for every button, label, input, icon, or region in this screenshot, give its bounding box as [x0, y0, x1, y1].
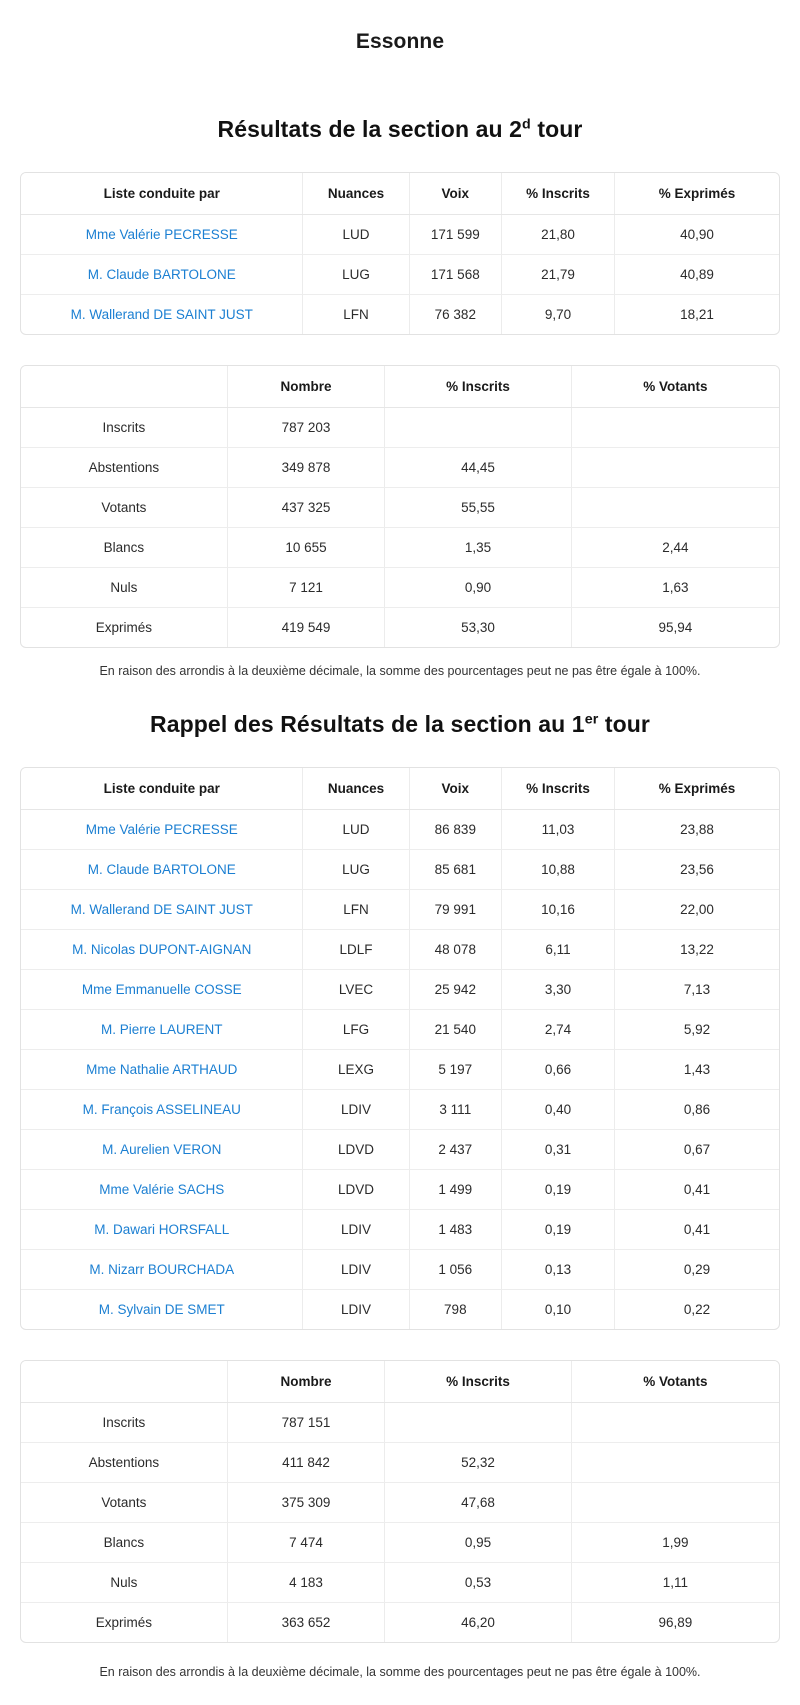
table-row: [21, 1603, 779, 1643]
round2-section-heading: [20, 116, 780, 143]
turnout-label-cell: Blancs: [21, 528, 227, 568]
pct-inscrits-cell: 0,19: [502, 1210, 615, 1250]
pct-inscrits-cell: 0,19: [502, 1170, 615, 1210]
pct-exprimes-cell: 18,21: [680, 307, 714, 322]
nuance-cell: LDIV: [303, 1090, 409, 1130]
column-header-votants: % Votants: [571, 1361, 779, 1403]
column-header-blank: [21, 1361, 227, 1403]
candidate-name-cell: [21, 1130, 303, 1170]
round2-heading-text: Résultats de la section au 2: [217, 116, 523, 142]
nuance-cell: LDVD: [303, 1170, 409, 1210]
turnout-pct-inscrits-cell: 47,68: [385, 1483, 571, 1523]
turnout-nombre-cell: 375 309: [227, 1483, 385, 1523]
round2-turnout-table-wrapper: [20, 365, 780, 648]
pct-exprimes-cell: 23,56: [614, 850, 779, 890]
candidate-link[interactable]: Mme Valérie SACHS: [99, 1182, 225, 1197]
pct-inscrits-cell: 0,40: [502, 1090, 615, 1130]
turnout-label-cell: Blancs: [21, 1523, 227, 1563]
nuance-cell: LUG: [303, 255, 409, 295]
candidate-link[interactable]: Mme Valérie PECRESSE: [85, 822, 238, 837]
pct-exprimes-cell: 13,22: [614, 930, 779, 970]
turnout-pct-votants-cell: [571, 1403, 779, 1443]
round1-results-table: [21, 768, 779, 1329]
voix-cell: 171 568: [409, 255, 501, 295]
voix-cell: 5 197: [409, 1050, 501, 1090]
table-row: [21, 1010, 779, 1050]
voix-cell: 21 540: [409, 1010, 501, 1050]
candidate-name-cell: [21, 930, 303, 970]
table-row: [21, 408, 779, 448]
nuance-cell: LDIV: [303, 1210, 409, 1250]
column-header-inscrits: % Inscrits: [502, 173, 615, 215]
turnout-pct-inscrits-cell: 0,53: [385, 1563, 571, 1603]
candidate-link[interactable]: M. Claude BARTOLONE: [87, 862, 236, 877]
table-row: [21, 1483, 779, 1523]
candidate-link[interactable]: M. Wallerand DE SAINT JUST: [70, 902, 253, 917]
voix-cell: 1 056: [409, 1250, 501, 1290]
round1-turnout-table: [21, 1361, 779, 1642]
candidate-name-cell: [21, 890, 303, 930]
column-header-nombre: Nombre: [227, 366, 385, 408]
table-row: [21, 215, 779, 255]
turnout-pct-votants-cell: [571, 488, 779, 528]
turnout-label-cell: Inscrits: [21, 408, 227, 448]
candidate-name-cell: [21, 1210, 303, 1250]
turnout-pct-votants-cell: [571, 1483, 779, 1523]
turnout-pct-votants-cell: 95,94: [658, 620, 693, 635]
round1-section-heading: [20, 711, 780, 738]
spacer: [20, 335, 780, 365]
candidate-name-cell: [21, 1290, 303, 1330]
turnout-label-cell: Nuls: [21, 1563, 227, 1603]
pct-inscrits-cell: 10,88: [502, 850, 615, 890]
turnout-pct-inscrits-cell: [385, 1403, 571, 1443]
round2-heading-ordinal: d: [522, 116, 531, 133]
nuance-cell: LFN: [303, 890, 409, 930]
pct-exprimes-cell: 0,22: [683, 1302, 711, 1317]
turnout-pct-votants-cell: 2,44: [571, 528, 779, 568]
round2-turnout-table: [21, 366, 779, 647]
nuance-cell: LVEC: [303, 970, 409, 1010]
rounding-note-round1: En raison des arrondis à la deuxième décimale, la somme des pourcentages peut ne pas être égale à 100%.: [99, 1665, 701, 1679]
voix-cell: 1 483: [409, 1210, 501, 1250]
pct-exprimes-cell: 40,90: [614, 215, 779, 255]
voix-cell: 79 991: [409, 890, 501, 930]
pct-inscrits-cell: 2,74: [502, 1010, 615, 1050]
table-row: [21, 568, 779, 608]
turnout-nombre-cell: 437 325: [227, 488, 385, 528]
pct-inscrits-cell: 9,70: [502, 295, 615, 335]
candidate-link[interactable]: M. Nicolas DUPONT-AIGNAN: [72, 942, 252, 957]
candidate-link[interactable]: Mme Emmanuelle COSSE: [81, 982, 242, 997]
table-row: [21, 1403, 779, 1443]
pct-exprimes-cell: 0,67: [614, 1130, 779, 1170]
nuance-cell: LUG: [303, 850, 409, 890]
voix-cell: 85 681: [409, 850, 501, 890]
turnout-pct-votants-cell: 1,63: [571, 568, 779, 608]
candidate-link[interactable]: M. François ASSELINEAU: [82, 1102, 241, 1117]
table-row: [21, 1130, 779, 1170]
column-header-inscrits: % Inscrits: [385, 1361, 571, 1403]
turnout-label-cell: Abstentions: [21, 1443, 227, 1483]
column-header-inscrits: % Inscrits: [385, 366, 571, 408]
pct-exprimes-cell: 0,29: [614, 1250, 779, 1290]
candidate-name-cell: [21, 1090, 303, 1130]
candidate-name-cell: [21, 295, 303, 335]
page-title: Essonne: [355, 30, 445, 53]
round2-heading-suffix: tour: [530, 116, 583, 142]
table-row: [21, 488, 779, 528]
table-row: [21, 890, 779, 930]
pct-inscrits-cell: 6,11: [502, 930, 615, 970]
voix-cell: 25 942: [409, 970, 501, 1010]
turnout-pct-inscrits-cell: 0,95: [385, 1523, 571, 1563]
table-row: [21, 970, 779, 1010]
pct-exprimes-cell: 7,13: [614, 970, 779, 1010]
turnout-pct-inscrits-cell: 52,32: [385, 1443, 571, 1483]
column-header-voix: Voix: [409, 173, 501, 215]
voix-cell: 171 599: [409, 215, 501, 255]
candidate-name-cell: [21, 970, 303, 1010]
turnout-pct-inscrits-cell: 46,20: [385, 1603, 571, 1643]
round1-heading-suffix: tour: [598, 711, 650, 737]
candidate-link[interactable]: Mme Nathalie ARTHAUD: [86, 1062, 238, 1077]
turnout-nombre-cell: 363 652: [227, 1603, 385, 1643]
pct-inscrits-cell: 0,13: [502, 1250, 615, 1290]
nuance-cell: LUD: [303, 215, 409, 255]
voix-cell: 798: [409, 1290, 501, 1330]
election-results-page: [0, 30, 800, 1705]
round1-turnout-table-wrapper: [20, 1360, 780, 1643]
column-header-votants: % Votants: [571, 366, 779, 408]
table-row: [21, 1170, 779, 1210]
pct-inscrits-cell: 0,66: [502, 1050, 615, 1090]
pct-inscrits-cell: 10,16: [502, 890, 615, 930]
candidate-name-cell: [21, 1250, 303, 1290]
turnout-pct-inscrits-cell: 53,30: [385, 608, 571, 648]
turnout-pct-inscrits-cell: 55,55: [385, 488, 571, 528]
table-row: [21, 850, 779, 890]
column-header-nombre: Nombre: [227, 1361, 385, 1403]
table-header-row: [21, 1361, 779, 1403]
voix-cell: 86 839: [409, 810, 501, 850]
pct-inscrits-cell: 21,79: [502, 255, 615, 295]
turnout-pct-inscrits-cell: 1,35: [385, 528, 571, 568]
rounding-note-round2: En raison des arrondis à la deuxième décimale, la somme des pourcentages peut ne pas être égale à 100%.: [99, 664, 701, 678]
turnout-label-cell: Exprimés: [21, 1603, 227, 1643]
voix-cell: 48 078: [409, 930, 501, 970]
turnout-nombre-cell: 10 655: [227, 528, 385, 568]
round1-heading-ordinal: er: [584, 711, 599, 728]
spacer: [20, 1330, 780, 1360]
round2-results-table: [21, 173, 779, 334]
turnout-label-cell: Votants: [21, 488, 227, 528]
table-header-row: [21, 366, 779, 408]
turnout-pct-votants-cell: 1,99: [571, 1523, 779, 1563]
candidate-name-cell: [21, 255, 303, 295]
nuance-cell: LFG: [303, 1010, 409, 1050]
nuance-cell: LDVD: [303, 1130, 409, 1170]
turnout-pct-inscrits-cell: 0,90: [385, 568, 571, 608]
voix-cell: 3 111: [409, 1090, 501, 1130]
candidate-link[interactable]: M. Dawari HORSFALL: [94, 1222, 230, 1237]
round1-results-table-wrapper: [20, 767, 780, 1330]
table-row: [21, 1250, 779, 1290]
table-row: [21, 528, 779, 568]
turnout-pct-votants-cell: 1,11: [571, 1563, 779, 1603]
candidate-link[interactable]: M. Nizarr BOURCHADA: [89, 1262, 235, 1277]
candidate-link[interactable]: M. Pierre LAURENT: [100, 1022, 223, 1037]
nuance-cell: LFN: [303, 295, 409, 335]
table-row: [21, 448, 779, 488]
pct-exprimes-cell: 0,41: [614, 1170, 779, 1210]
voix-cell: 2 437: [409, 1130, 501, 1170]
turnout-label-cell: Exprimés: [21, 608, 227, 648]
turnout-label-cell: Inscrits: [21, 1403, 227, 1443]
turnout-pct-inscrits-cell: [385, 408, 571, 448]
table-row: [21, 1090, 779, 1130]
nuance-cell: LUD: [303, 810, 409, 850]
voix-cell: 1 499: [409, 1170, 501, 1210]
turnout-pct-votants-cell: [571, 448, 779, 488]
turnout-nombre-cell: 4 183: [227, 1563, 385, 1603]
round2-results-table-wrapper: [20, 172, 780, 335]
column-header-liste: Liste conduite par: [21, 173, 303, 215]
table-row: [21, 1443, 779, 1483]
candidate-name-cell: [21, 1170, 303, 1210]
table-row: [21, 295, 779, 335]
turnout-pct-votants-cell: [571, 408, 779, 448]
column-header-voix: Voix: [409, 768, 501, 810]
turnout-label-cell: Abstentions: [21, 448, 227, 488]
table-row: [21, 930, 779, 970]
turnout-nombre-cell: 411 842: [227, 1443, 385, 1483]
turnout-nombre-cell: 787 151: [227, 1403, 385, 1443]
pct-exprimes-cell: 0,86: [614, 1090, 779, 1130]
candidate-name-cell: [21, 850, 303, 890]
nuance-cell: LEXG: [303, 1050, 409, 1090]
column-header-blank: [21, 366, 227, 408]
round1-heading-text: Rappel des Résultats de la section au 1: [150, 711, 585, 737]
table-row: [21, 810, 779, 850]
turnout-nombre-cell: 419 549: [227, 608, 385, 648]
turnout-label-cell: Nuls: [21, 568, 227, 608]
candidate-name-cell: [21, 810, 303, 850]
pct-exprimes-cell: 0,41: [614, 1210, 779, 1250]
pct-exprimes-cell: 23,88: [614, 810, 779, 850]
turnout-nombre-cell: 349 878: [227, 448, 385, 488]
pct-inscrits-cell: 3,30: [502, 970, 615, 1010]
table-row: [21, 608, 779, 648]
pct-exprimes-cell: 22,00: [614, 890, 779, 930]
voix-cell: 76 382: [409, 295, 501, 335]
column-header-liste: Liste conduite par: [21, 768, 303, 810]
table-row: [21, 1290, 779, 1330]
candidate-link[interactable]: M. Claude BARTOLONE: [87, 267, 236, 282]
column-header-nuances: Nuances: [303, 768, 409, 810]
turnout-pct-votants-cell: 96,89: [658, 1615, 693, 1630]
candidate-link[interactable]: Mme Valérie PECRESSE: [85, 227, 238, 242]
column-header-exprimes: % Exprimés: [614, 173, 779, 215]
nuance-cell: LDLF: [303, 930, 409, 970]
pct-exprimes-cell: 1,43: [614, 1050, 779, 1090]
pct-inscrits-cell: 0,31: [502, 1130, 615, 1170]
pct-exprimes-cell: 40,89: [614, 255, 779, 295]
turnout-nombre-cell: 7 121: [227, 568, 385, 608]
candidate-name-cell: [21, 1010, 303, 1050]
pct-inscrits-cell: 11,03: [502, 810, 615, 850]
table-header-row: [21, 173, 779, 215]
column-header-nuances: Nuances: [303, 173, 409, 215]
table-row: [21, 1050, 779, 1090]
table-header-row: [21, 768, 779, 810]
candidate-link[interactable]: M. Wallerand DE SAINT JUST: [70, 307, 253, 322]
candidate-name-cell: [21, 215, 303, 255]
turnout-pct-votants-cell: [571, 1443, 779, 1483]
pct-exprimes-cell: 5,92: [614, 1010, 779, 1050]
turnout-pct-inscrits-cell: 44,45: [385, 448, 571, 488]
candidate-name-cell: [21, 1050, 303, 1090]
turnout-nombre-cell: 787 203: [227, 408, 385, 448]
nuance-cell: LDIV: [303, 1290, 409, 1330]
column-header-exprimes: % Exprimés: [614, 768, 779, 810]
turnout-nombre-cell: 7 474: [227, 1523, 385, 1563]
turnout-label-cell: Votants: [21, 1483, 227, 1523]
candidate-link[interactable]: M. Aurelien VERON: [102, 1142, 222, 1157]
table-row: [21, 1523, 779, 1563]
pct-inscrits-cell: 21,80: [502, 215, 615, 255]
table-row: [21, 255, 779, 295]
nuance-cell: LDIV: [303, 1250, 409, 1290]
column-header-inscrits: % Inscrits: [502, 768, 615, 810]
table-row: [21, 1210, 779, 1250]
pct-inscrits-cell: 0,10: [502, 1290, 615, 1330]
candidate-link[interactable]: M. Sylvain DE SMET: [98, 1302, 225, 1317]
